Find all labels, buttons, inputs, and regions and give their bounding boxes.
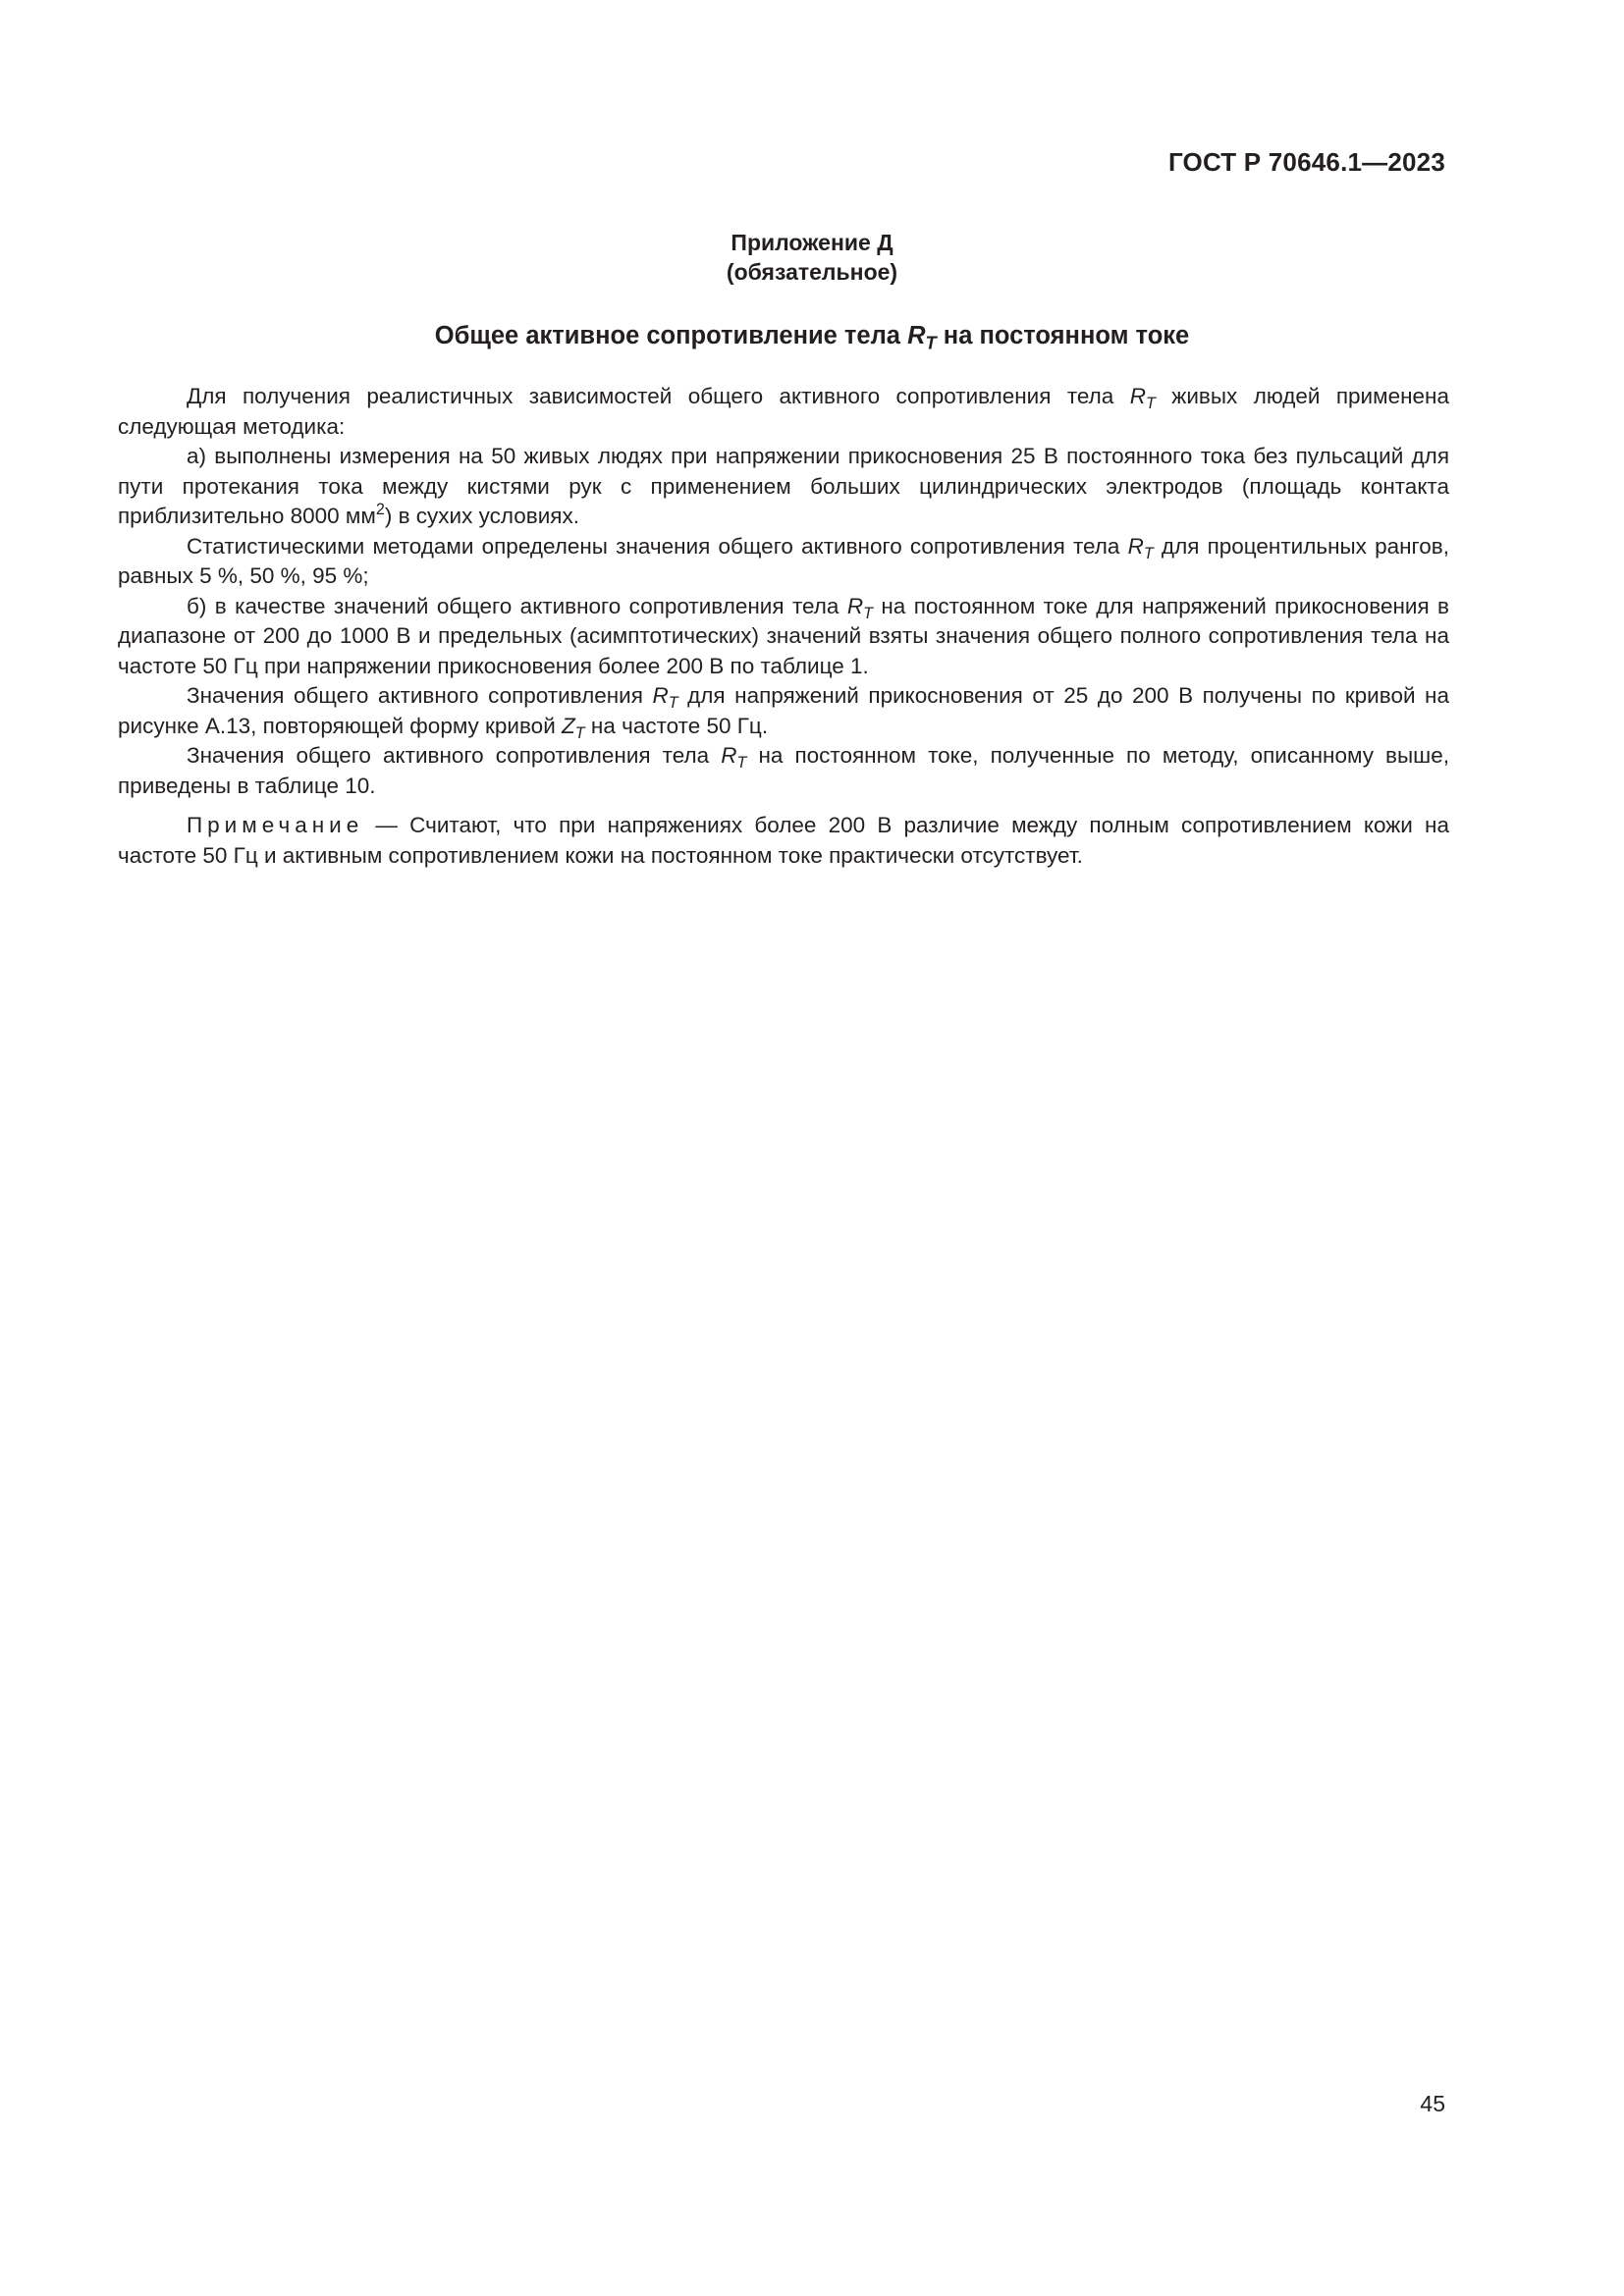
document-body <box>118 382 1449 871</box>
text: ) в сухих условиях. <box>384 504 579 528</box>
subscript-t: T <box>1143 544 1154 562</box>
superscript: 2 <box>375 501 385 519</box>
text: на постоянном токе для напряжений прикосновения в диапазоне от 200 до 1000 В и предельных (асимптотических) значений взяты значения общего полного сопротивления тела на частоте 50 Гц при напряжении прикосновения более 200 В по таблице 1. <box>118 593 1449 678</box>
note-text: — Считают, что при напряжениях более 200 В различие между полным сопротивлением кожи на частоте 50 Гц и активным сопротивлением кожи на постоянном токе практически отсутствует. <box>118 813 1449 868</box>
paragraph-curve <box>118 681 1449 741</box>
annex-title-text: Общее активное сопротивление тела <box>434 322 908 349</box>
symbol-r: R <box>846 593 864 618</box>
subscript-t: T <box>668 693 678 712</box>
page-number: 45 <box>1420 2091 1445 2116</box>
text: для процентильных рангов, равных 5 %, 50 %, 95 %; <box>118 533 1449 588</box>
subscript-t: T <box>1145 394 1156 412</box>
annex-title <box>0 319 1624 352</box>
symbol-r: R <box>1127 533 1144 559</box>
annex-heading <box>0 228 1624 287</box>
symbol-r: R <box>652 683 669 708</box>
annex-label: Приложение Д <box>731 230 893 255</box>
text: на частоте 50 Гц. <box>584 713 769 738</box>
subscript-t: T <box>574 723 585 742</box>
paragraph-item-a <box>118 442 1449 532</box>
symbol-z: Z <box>562 713 575 738</box>
text: Значения общего активного сопротивления тела <box>187 743 722 768</box>
text: б) в качестве значений общего активного сопротивления тела <box>187 593 847 618</box>
note-label: Примечание <box>187 813 364 837</box>
symbol-r: R <box>721 743 737 768</box>
text: Для получения реалистичных зависимостей общего активного сопротивления тела <box>187 384 1130 408</box>
paragraph-intro <box>118 382 1449 442</box>
text: а) выполнены измерения на 50 живых людях при напряжении прикосновения 25 В постоянного тока без пульсаций для пути протекания тока между кистями рук с применением больших цилиндрических электродов (площадь контакта приблизительно 8000 мм <box>118 444 1449 528</box>
paragraph-statistics <box>118 532 1449 592</box>
paragraph-item-b <box>118 592 1449 682</box>
text: Статистическими методами определены значения общего активного сопротивления тела <box>187 533 1128 559</box>
subscript-t: T <box>736 753 747 772</box>
text: живых людей применена следующая методика: <box>118 384 1449 439</box>
note <box>118 811 1449 871</box>
text: Значения общего активного сопротивления <box>187 683 653 708</box>
paragraph-table-ref <box>118 741 1449 801</box>
text: для напряжений прикосновения от 25 до 200 В получены по кривой на рисунке А.13, повторяющей форму кривой <box>118 683 1449 738</box>
standard-code: ГОСТ Р 70646.1—2023 <box>1167 147 1445 177</box>
subscript-t: T <box>863 604 873 622</box>
annex-status: (обязательное) <box>726 259 898 285</box>
symbol-r: R <box>907 322 926 349</box>
symbol-r: R <box>1129 384 1146 408</box>
subscript-t: T <box>925 332 937 353</box>
text: на постоянном токе, полученные по методу, описанному выше, приведены в таблице 10. <box>118 743 1449 798</box>
annex-title-text-end: на постоянном токе <box>936 322 1190 349</box>
